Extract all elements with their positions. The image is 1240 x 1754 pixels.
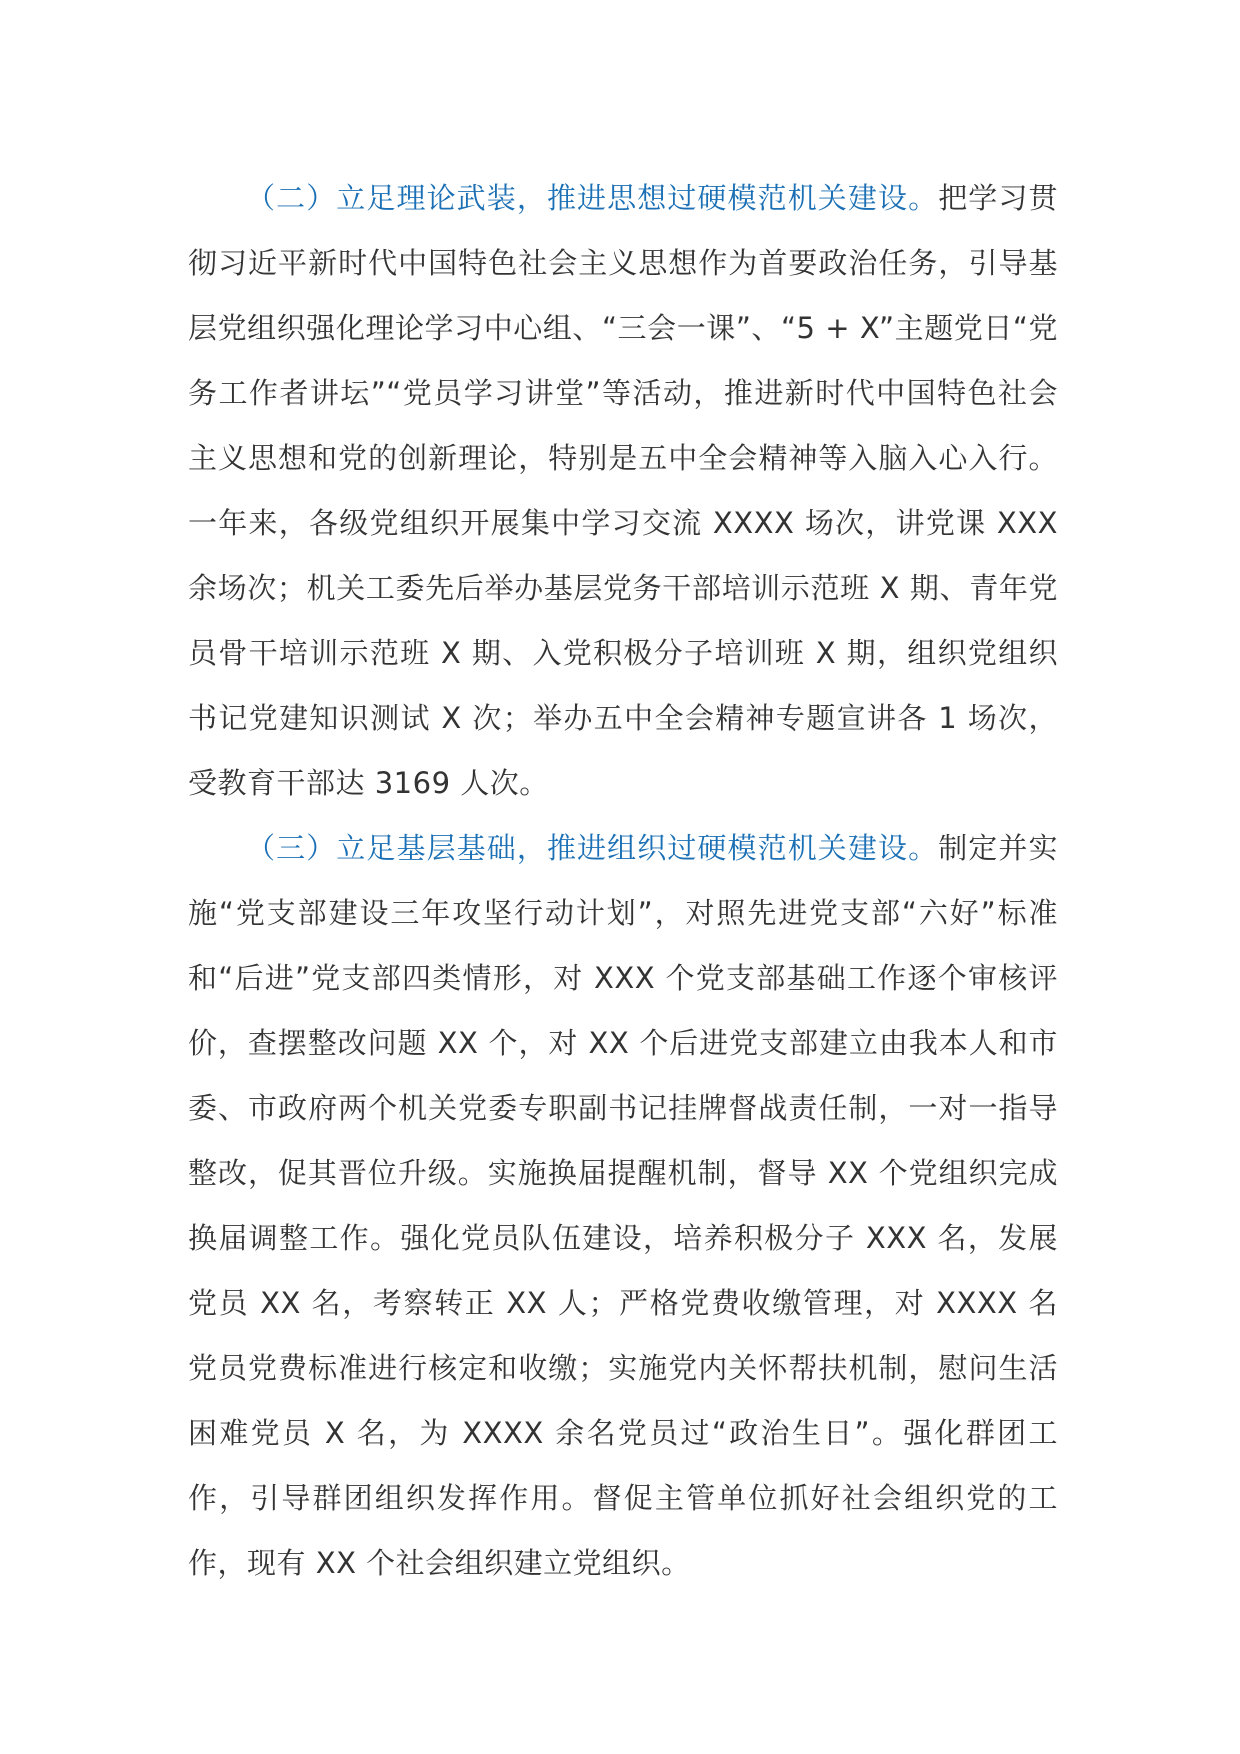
section-2-body: 把学习贯彻习近平新时代中国特色社会主义思想作为首要政治任务，引导基层党组织强化理论学习中心组、“三会一课”、“5 + X”主题党日“党务工作者讲坛”“党员学习讲堂”等活动，推进新时代中国特色社会主义思想和党的创新理论，特别是五中全会精神等入脑入心入行。一年来，各级党组织开展集中学习交流 XXXX 场次，讲党课 XXX 余场次；机关工委先后举办基层党务干部培训示范班 X 期、青年党员骨干培训示范班 X 期、入党积极分子培训班 X 期，组织党组织书记党建知识测试 X 次；举办五中全会精神专题宣讲各 1 场次，受教育干部达 3169 人次。 [188, 181, 1058, 800]
paragraph-section-2 [188, 166, 1058, 816]
section-3-body: 制定并实施“党支部建设三年攻坚行动计划”，对照先进党支部“六好”标准和“后进”党支部四类情形，对 XXX 个党支部基础工作逐个审核评价，查摆整改问题 XX 个，对 XX 个后进党支部建立由我本人和市委、市政府两个机关党委专职副书记挂牌督战责任制，一对一指导整改，促其晋位升级。实施换届提醒机制，督导 XX 个党组织完成换届调整工作。强化党员队伍建设，培养积极分子 XXX 名，发展党员 XX 名，考察转正 XX 人；严格党费收缴管理，对 XXXX 名党员党费标准进行核定和收缴；实施党内关怀帮扶机制，慰问生活困难党员 X 名，为 XXXX 余名党员过“政治生日”。强化群团工作，引导群团组织发挥作用。督促主管单位抓好社会组织党的工作，现有 XX 个社会组织建立党组织。 [188, 831, 1058, 1580]
paragraph-section-3 [188, 816, 1058, 1596]
document-page [188, 166, 1058, 1596]
section-3-heading: （三）立足基层基础，推进组织过硬模范机关建设。 [246, 831, 939, 865]
section-2-heading: （二）立足理论武装，推进思想过硬模范机关建设。 [246, 181, 939, 215]
